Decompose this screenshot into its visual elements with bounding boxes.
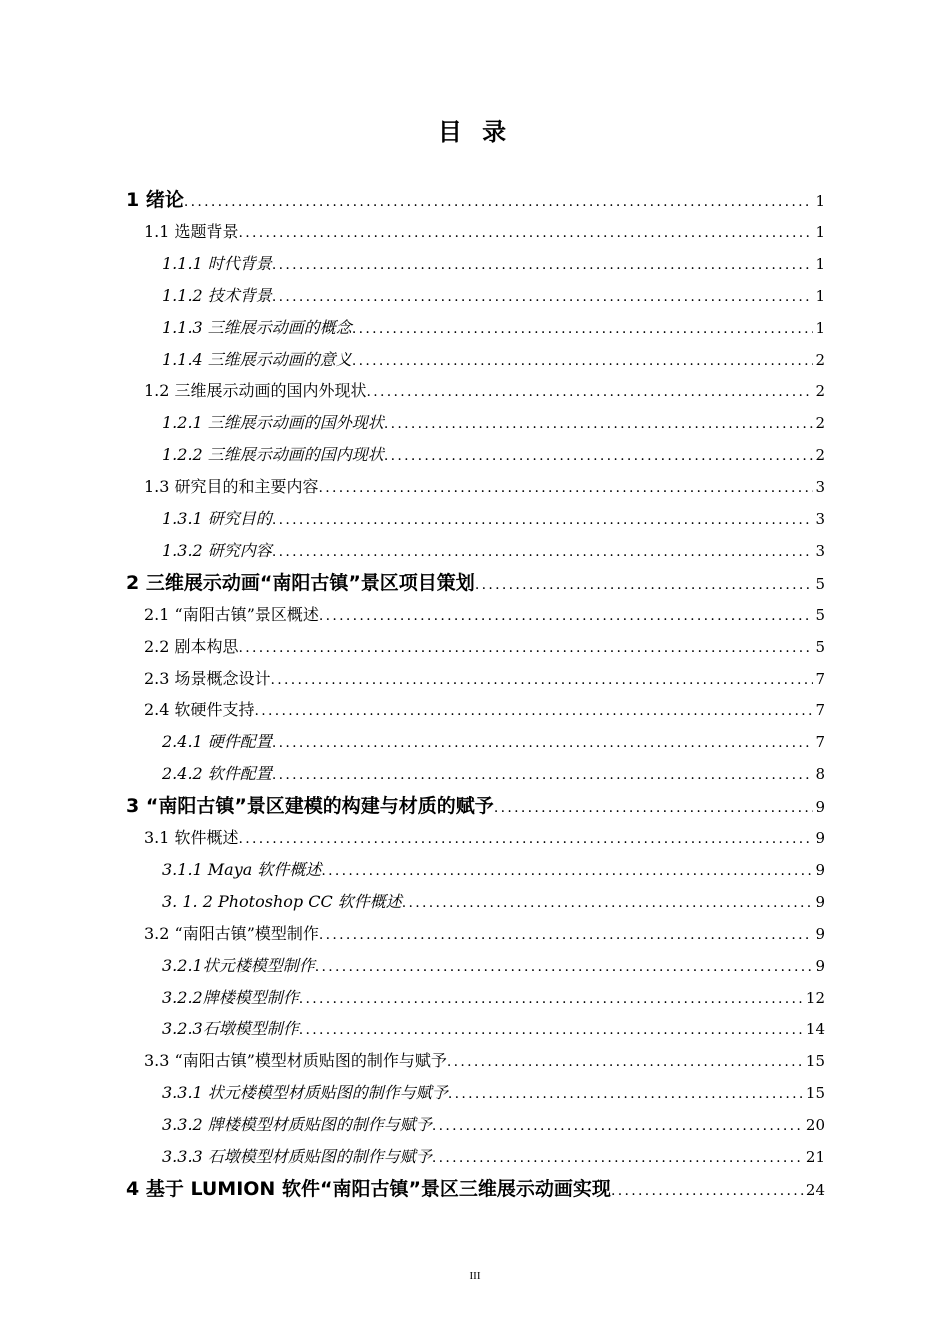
toc-leader-dots xyxy=(494,792,814,822)
toc-entry-label: 3. 1. 2 Photoshop CC 软件概述 xyxy=(162,891,402,911)
toc-entry-page: 3 xyxy=(815,510,825,528)
toc-entry[interactable] xyxy=(162,1013,825,1045)
toc-entry[interactable] xyxy=(162,280,825,312)
toc-entry-page: 2 xyxy=(815,382,825,401)
toc-leader-dots xyxy=(239,632,814,663)
toc-entry-page: 5 xyxy=(815,605,825,624)
toc-leader-dots xyxy=(299,983,804,1014)
toc-entry-label: 1.1 选题背景 xyxy=(144,221,239,241)
toc-entry-label: 3.3.2 牌楼模型材质贴图的制作与赋予 xyxy=(162,1115,432,1135)
toc-entry[interactable] xyxy=(162,758,825,790)
toc-entry-label: 3.2.3石墩模型制作 xyxy=(162,1019,299,1039)
toc-leader-dots xyxy=(611,1175,804,1205)
toc-entry[interactable] xyxy=(144,599,825,631)
toc-entry[interactable] xyxy=(144,822,825,854)
toc-entry[interactable] xyxy=(144,375,825,407)
toc-entry-label: 3.2.2牌楼模型制作 xyxy=(162,987,299,1007)
toc-entry[interactable] xyxy=(144,1045,825,1077)
toc-entry-label: 3.1.1 Maya 软件概述 xyxy=(162,859,322,879)
toc-entry-page: 9 xyxy=(815,924,825,943)
toc-leader-dots xyxy=(299,1014,804,1045)
toc-entry-label: 1.1.3 三维展示动画的概念 xyxy=(162,317,352,337)
toc-leader-dots xyxy=(239,217,814,248)
toc-leader-dots xyxy=(384,408,814,439)
toc-leader-dots xyxy=(447,1046,804,1077)
toc-entry-label: 3.1 软件概述 xyxy=(144,828,239,847)
toc-leader-dots xyxy=(367,376,814,407)
toc-entry-label: 4 基于 LUMION 软件“南阳古镇”景区三维展示动画实现 xyxy=(126,1177,611,1200)
toc-entry-page: 3 xyxy=(815,541,825,560)
toc-entry-page: 3 xyxy=(815,478,825,497)
toc-entry[interactable] xyxy=(162,726,825,758)
toc-entry-page: 14 xyxy=(805,1020,825,1039)
toc-entry[interactable] xyxy=(162,407,825,439)
toc-entry[interactable] xyxy=(144,918,825,950)
toc-entry-page: 1 xyxy=(815,222,825,241)
toc-leader-dots xyxy=(352,345,814,376)
toc-leader-dots xyxy=(402,887,814,918)
page-title: 目 录 xyxy=(437,118,513,146)
toc-entry-page: 12 xyxy=(805,988,825,1007)
toc-entry[interactable] xyxy=(126,1173,825,1205)
toc-entry-page: 9 xyxy=(815,860,825,879)
toc-leader-dots xyxy=(448,1078,804,1109)
toc-leader-dots xyxy=(432,1142,804,1173)
toc-entry[interactable] xyxy=(162,1109,825,1141)
toc-entry-label: 2.1 “南阳古镇”景区概述 xyxy=(144,604,319,624)
toc-entry[interactable] xyxy=(162,982,825,1014)
toc-entry-label: 2.2 剧本构思 xyxy=(144,636,239,656)
toc-entry-page: 1 xyxy=(815,254,825,273)
toc-entry-label: 3.3.3 石墩模型材质贴图的制作与赋予 xyxy=(162,1147,432,1166)
toc-entry-label: 3.3 “南阳古镇”模型材质贴图的制作与赋予 xyxy=(144,1051,447,1071)
toc-entry[interactable] xyxy=(126,790,825,822)
toc-entry[interactable] xyxy=(162,312,825,344)
toc-leader-dots xyxy=(272,249,814,280)
toc-entry-label: 1.1.4 三维展示动画的意义 xyxy=(162,349,352,369)
toc-leader-dots xyxy=(319,919,814,950)
toc-leader-dots xyxy=(432,1110,804,1141)
toc-entry-page: 5 xyxy=(815,637,825,656)
toc-entry[interactable] xyxy=(144,663,825,695)
toc-entry-page: 5 xyxy=(815,574,825,593)
toc-entry-label: 2.4 软硬件支持 xyxy=(144,700,255,720)
toc-entry[interactable] xyxy=(126,567,825,599)
toc-entry-label: 1.2.1 三维展示动画的国外现状 xyxy=(162,413,384,433)
toc-entry[interactable] xyxy=(144,216,825,248)
toc-entry-label: 2 三维展示动画“南阳古镇”景区项目策划 xyxy=(126,571,475,594)
toc-entry-label: 1 绪论 xyxy=(126,189,184,211)
toc-leader-dots xyxy=(255,695,814,726)
toc-leader-dots xyxy=(319,472,814,503)
toc-entry-label: 1.3.1 研究目的 xyxy=(162,509,272,528)
toc-leader-dots xyxy=(272,759,814,790)
toc-leader-dots xyxy=(272,281,814,312)
toc-entry[interactable] xyxy=(144,694,825,726)
toc-leader-dots xyxy=(475,569,814,599)
toc-entry-label: 1.1.2 技术背景 xyxy=(162,285,272,305)
toc-entry-page: 7 xyxy=(815,733,825,752)
toc-leader-dots xyxy=(315,951,814,982)
toc-entry-label: 2.3 场景概念设计 xyxy=(144,668,271,688)
toc-entry-label: 3.2.1状元楼模型制作 xyxy=(162,955,315,975)
toc-entry-label: 1.3 研究目的和主要内容 xyxy=(144,477,319,497)
toc-entry-label: 3.2 “南阳古镇”模型制作 xyxy=(144,923,319,943)
toc-entry[interactable] xyxy=(162,950,825,982)
toc-entry-page: 15 xyxy=(805,1084,825,1103)
toc-entry-label: 1.1.1 时代背景 xyxy=(162,253,272,273)
toc-leader-dots xyxy=(384,440,814,471)
toc-entry-page: 1 xyxy=(815,286,825,305)
toc-entry[interactable] xyxy=(162,248,825,280)
toc-entry-label: 3.3.1 状元楼模型材质贴图的制作与赋予 xyxy=(162,1083,448,1103)
toc-entry[interactable] xyxy=(162,886,825,918)
toc-entry-label: 2.4.2 软件配置 xyxy=(162,764,272,784)
toc-entry[interactable] xyxy=(162,1077,825,1109)
toc-entry-label: 3 “南阳古镇”景区建模的构建与材质的赋予 xyxy=(126,795,494,818)
toc-leader-dots xyxy=(184,186,814,216)
toc-entry-page: 1 xyxy=(815,192,825,210)
toc-entry-page: 8 xyxy=(815,765,825,784)
toc-leader-dots xyxy=(319,600,814,631)
toc-entry-label: 1.3.2 研究内容 xyxy=(162,540,272,560)
toc-entry[interactable] xyxy=(162,535,825,567)
toc-entry-page: 20 xyxy=(805,1116,825,1135)
toc-leader-dots xyxy=(272,727,814,758)
toc-entry[interactable] xyxy=(144,471,825,503)
toc-leader-dots xyxy=(239,823,814,854)
toc-entry-page: 2 xyxy=(815,414,825,433)
toc-entry-page: 7 xyxy=(815,701,825,720)
toc-leader-dots xyxy=(352,313,814,344)
toc-entry-page: 9 xyxy=(815,956,825,975)
toc-leader-dots xyxy=(272,504,814,535)
toc-leader-dots xyxy=(271,664,814,695)
toc-entry-label: 2.4.1 硬件配置 xyxy=(162,732,272,752)
toc-entry-page: 2 xyxy=(815,350,825,369)
toc-leader-dots xyxy=(321,855,813,886)
toc-entry[interactable] xyxy=(162,439,825,471)
toc-entry-page: 9 xyxy=(815,829,825,847)
toc-entry[interactable] xyxy=(162,1141,825,1173)
toc-entry-page: 2 xyxy=(815,446,825,465)
toc-entry-label: 1.2 三维展示动画的国内外现状 xyxy=(144,381,367,401)
toc-entry[interactable] xyxy=(126,184,825,216)
toc-entry-page: 21 xyxy=(805,1148,825,1166)
toc-entry[interactable] xyxy=(162,344,825,376)
page-number: III xyxy=(469,1270,481,1282)
toc-entry-label: 1.2.2 三维展示动画的国内现状 xyxy=(162,445,384,465)
toc-entry[interactable] xyxy=(162,503,825,535)
toc-entry-page: 7 xyxy=(815,669,825,688)
toc-leader-dots xyxy=(272,536,814,567)
toc-entry-page: 9 xyxy=(815,892,825,911)
toc-entry-page: 15 xyxy=(805,1052,825,1071)
toc-entry[interactable] xyxy=(144,631,825,663)
toc-entry-page: 9 xyxy=(815,798,825,817)
toc-entry-page: 24 xyxy=(805,1180,825,1199)
toc-entry-page: 1 xyxy=(815,318,825,337)
toc-entry[interactable] xyxy=(162,854,825,886)
